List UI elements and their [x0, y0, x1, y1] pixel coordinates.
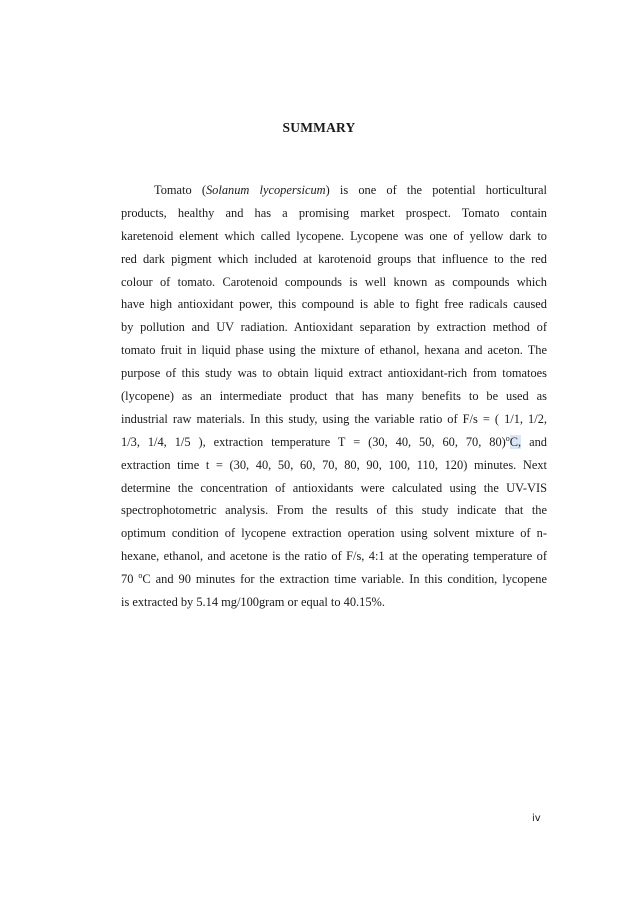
text-run: 70	[121, 572, 139, 587]
text-run: ) is one of the potential horticultural	[325, 183, 547, 197]
text-line: by pollution and UV radiation. Antioxidant separation by extraction method of	[121, 320, 547, 335]
page-number: iv	[532, 813, 541, 824]
text-line: is extracted by 5.14 mg/100gram or equal to 40.15%.	[121, 595, 385, 610]
species-name: Solanum lycopersicum	[205, 183, 326, 197]
text-line: products, healthy and has a promising market prospect. Tomato contain	[121, 205, 547, 220]
degree-superscript: o	[138, 571, 143, 581]
text-line: have high antioxidant power, this compound is able to fight free radicals caused	[121, 297, 547, 312]
text-line: colour of tomato. Carotenoid compounds is well known as compounds which	[121, 274, 547, 289]
text-line	[121, 179, 547, 202]
text-line: optimum condition of lycopene extraction operation using solvent mixture of n-	[121, 526, 547, 541]
selected-text: C,	[509, 434, 522, 449]
text-line	[121, 431, 547, 454]
text-line: industrial raw materials. In this study, using the variable ratio of F/s = ( 1/1, 1/2,	[121, 411, 547, 426]
text-run: C and 90 minutes for the extraction time variable. In this condition, lycopene	[142, 572, 547, 587]
text-run: 1/3, 1/4, 1/5 ), extraction temperature T = (30, 40, 50, 60, 70, 80)	[121, 434, 506, 449]
text-line: (lycopene) as an intermediate product that has many benefits to be used as	[121, 389, 547, 404]
text-run: Tomato (	[154, 183, 206, 197]
text-line: purpose of this study was to obtain liquid extract antioxidant-rich from tomatoes	[121, 366, 547, 381]
text-line: tomato fruit in liquid phase using the mixture of ethanol, hexana and aceton. The	[121, 343, 547, 358]
text-line: spectrophotometric analysis. From the results of this study indicate that the	[121, 503, 547, 518]
text-line: hexane, ethanol, and acetone is the ratio of F/s, 4:1 at the operating temperature of	[121, 549, 547, 564]
summary-paragraph	[121, 179, 547, 614]
text-line: determine the concentration of antioxidants were calculated using the UV-VIS	[121, 480, 547, 495]
text-line: extraction time t = (30, 40, 50, 60, 70, 80, 90, 100, 110, 120) minutes. Next	[121, 457, 547, 472]
page-title: SUMMARY	[282, 120, 356, 135]
degree-superscript: o	[505, 433, 510, 443]
text-line	[121, 568, 547, 591]
text-line: karetenoid element which called lycopene. Lycopene was one of yellow dark to	[121, 228, 547, 243]
text-line: red dark pigment which included at karotenoid groups that influence to the red	[121, 251, 547, 266]
text-run: and	[521, 434, 547, 449]
